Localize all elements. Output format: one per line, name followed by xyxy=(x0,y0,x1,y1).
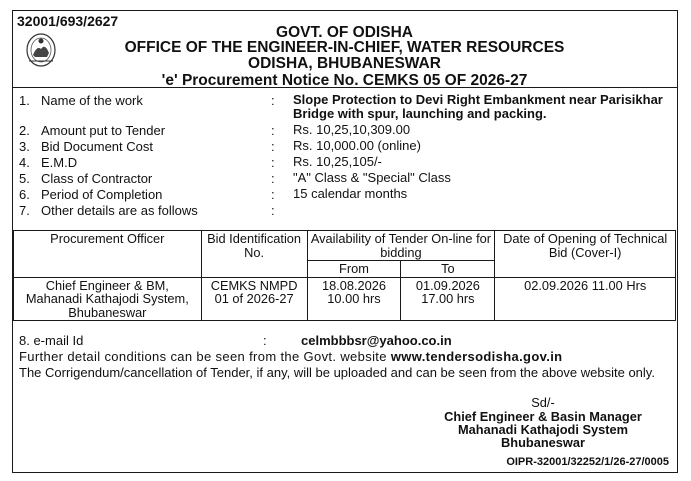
cell-bid-id: CEMKS NMPD 01 of 2026-27 xyxy=(201,277,307,321)
email-colon: : xyxy=(263,333,267,348)
further-details-text xyxy=(19,349,671,365)
item-value: Rs. 10,000.00 (online) xyxy=(293,138,421,153)
signatory-title: Chief Engineer & Basin Manager xyxy=(444,409,642,424)
signatory-office: Mahanadi Kathajodi System xyxy=(458,422,628,437)
list-item xyxy=(19,123,674,139)
item-label: Class of Contractor xyxy=(41,171,153,186)
header-availability: Availability of Tender On-line for bidding xyxy=(307,231,495,261)
table-header-row xyxy=(14,231,676,261)
office-title: OFFICE OF THE ENGINEER-IN-CHIEF, WATER RESOURCES xyxy=(124,39,565,56)
list-item xyxy=(19,187,674,203)
item-colon: : xyxy=(271,93,275,108)
item-number: 6. xyxy=(19,187,30,202)
item-number: 5. xyxy=(19,171,30,186)
cell-from: 18.08.2026 10.00 hrs xyxy=(307,277,401,321)
item-label: Name of the work xyxy=(41,93,143,108)
list-item xyxy=(19,92,674,121)
item-number: 4. xyxy=(19,155,30,170)
notice-title: 'e' Procurement Notice No. CEMKS 05 OF 2026-27 xyxy=(161,72,528,89)
further-details-prefix: Further detail conditions can be seen from the Govt. website xyxy=(19,349,391,364)
tender-table xyxy=(13,230,676,321)
header-officer: Procurement Officer xyxy=(14,231,202,278)
header-to: To xyxy=(401,261,495,278)
item-label: E.M.D xyxy=(41,155,78,170)
header-opening: Date of Opening of Technical Bid (Cover-I) xyxy=(495,231,676,278)
divider xyxy=(13,87,677,88)
item-colon: : xyxy=(271,155,275,170)
signatory-place: Bhubaneswar xyxy=(501,435,585,450)
notice-frame xyxy=(12,10,678,473)
item-label: Other details are as follows xyxy=(41,203,198,218)
signature-sd: Sd/- xyxy=(531,395,555,410)
item-value: Rs. 10,25,105/- xyxy=(293,154,382,169)
item-colon: : xyxy=(271,187,275,202)
govt-title: GOVT. OF ODISHA xyxy=(276,24,413,41)
place-title: ODISHA, BHUBANESWAR xyxy=(248,55,441,72)
corrigendum-text: The Corrigendum/cancellation of Tender, if any, will be uploaded and can be seen from the above website only. xyxy=(19,365,655,380)
email-value[interactable]: celmbbbsr@yahoo.co.in xyxy=(301,333,452,348)
cell-to: 01.09.2026 17.00 hrs xyxy=(401,277,495,321)
item-colon: : xyxy=(271,203,275,218)
item-number: 1. xyxy=(19,93,30,108)
item-label: Period of Completion xyxy=(41,187,163,202)
list-item xyxy=(19,203,674,219)
item-number: 3. xyxy=(19,139,30,154)
cell-officer: Chief Engineer & BM, Mahanadi Kathajodi System, Bhubaneswar xyxy=(14,277,202,321)
website-link[interactable]: www.tendersodisha.gov.in xyxy=(390,349,563,364)
header-bid-id: Bid Identification No. xyxy=(201,231,307,278)
item-label: Bid Document Cost xyxy=(41,139,153,154)
list-item xyxy=(19,139,674,155)
list-item xyxy=(19,171,674,187)
item-value: Slope Protection to Devi Right Embankment near Parisikhar Bridge with spur, launching and packing. xyxy=(293,92,663,121)
item-colon: : xyxy=(271,139,275,154)
item-value: Rs. 10,25,10,309.00 xyxy=(293,122,411,137)
item-value: "A" Class & "Special" Class xyxy=(293,170,451,185)
item-number: 7. xyxy=(19,203,30,218)
table-row xyxy=(14,277,676,321)
header-from: From xyxy=(307,261,401,278)
item-colon: : xyxy=(271,171,275,186)
cell-opening: 02.09.2026 11.00 Hrs xyxy=(495,277,676,321)
item-number: 2. xyxy=(19,123,30,138)
list-item xyxy=(19,155,674,171)
item-colon: : xyxy=(271,123,275,138)
item-value: 15 calendar months xyxy=(293,186,408,201)
oipr-number: OIPR-32001/32252/1/26-27/0005 xyxy=(506,456,669,468)
email-label: 8. e-mail Id xyxy=(19,333,84,348)
item-label: Amount put to Tender xyxy=(41,123,166,138)
reference-number: 32001/693/2627 xyxy=(17,13,119,29)
